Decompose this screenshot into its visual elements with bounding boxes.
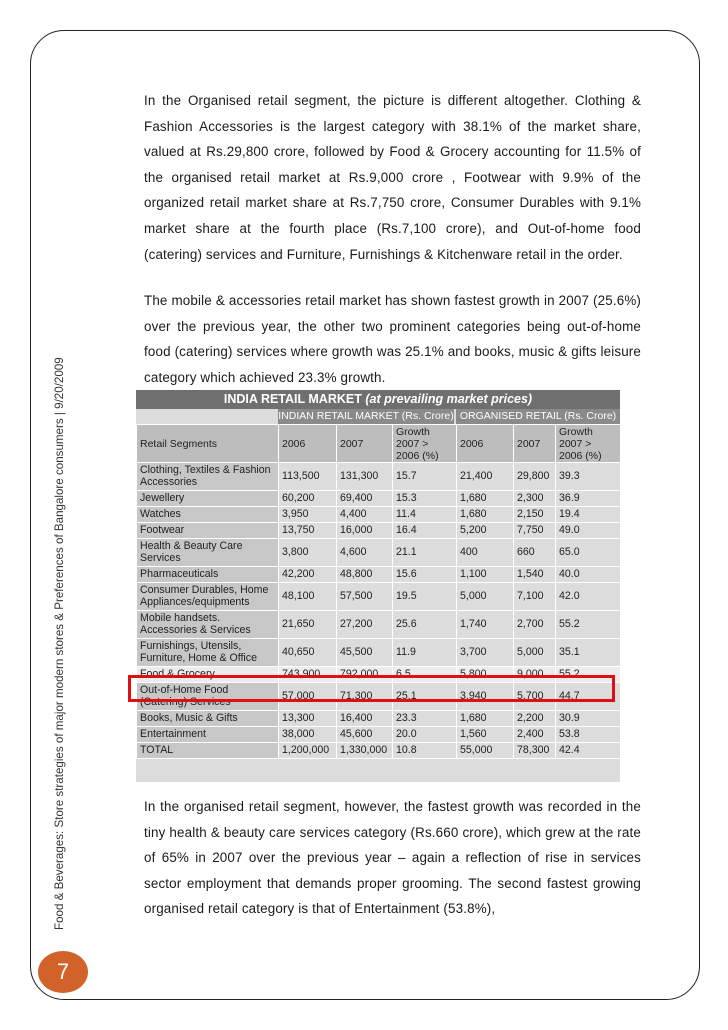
value-cell: 25.1 (393, 683, 457, 711)
value-cell: 19.5 (393, 583, 457, 611)
value-cell: 3,940 (457, 683, 514, 711)
value-cell: 55,000 (457, 743, 514, 759)
segment-cell: Furnishings, Utensils, Furniture, Home & Office (137, 639, 279, 667)
table-banner (136, 390, 620, 409)
value-cell: 5,000 (457, 583, 514, 611)
value-cell: 1,100 (457, 567, 514, 583)
segment-cell: Out-of-Home Food (Catering) Services (137, 683, 279, 711)
value-cell: 1,200,000 (279, 743, 337, 759)
value-cell: 27,200 (337, 611, 393, 639)
group-header-indian-retail: INDIAN RETAIL MARKET (Rs. Crore) (278, 410, 454, 422)
table-row (137, 743, 621, 759)
value-cell: 4,600 (337, 539, 393, 567)
value-cell: 19.4 (556, 507, 621, 523)
value-cell: 113,500 (279, 463, 337, 491)
column-header: 2007 (337, 425, 393, 463)
value-cell: 15.3 (393, 491, 457, 507)
column-header: Growth 2007 > 2006 (%) (556, 425, 621, 463)
value-cell: 30.9 (556, 711, 621, 727)
value-cell: 1,740 (457, 611, 514, 639)
value-cell: 78,300 (514, 743, 556, 759)
column-header: 2006 (279, 425, 337, 463)
value-cell: 9,000 (514, 667, 556, 683)
column-header: Growth 2007 > 2006 (%) (393, 425, 457, 463)
segment-cell: Entertainment (137, 727, 279, 743)
value-cell: 40.0 (556, 567, 621, 583)
value-cell: 2,300 (514, 491, 556, 507)
value-cell: 44.7 (556, 683, 621, 711)
value-cell: 1,680 (457, 491, 514, 507)
value-cell: 45,500 (337, 639, 393, 667)
column-header: Retail Segments (137, 425, 279, 463)
value-cell: 2,150 (514, 507, 556, 523)
segment-cell: Food & Grocery (137, 667, 279, 683)
value-cell: 21.1 (393, 539, 457, 567)
group-header-organised-retail: ORGANISED RETAIL (Rs. Crore) (456, 409, 620, 424)
value-cell: 13,750 (279, 523, 337, 539)
value-cell: 1,330,000 (337, 743, 393, 759)
value-cell: 45,600 (337, 727, 393, 743)
value-cell: 42.0 (556, 583, 621, 611)
food-grocery-highlight-box (128, 675, 615, 702)
value-cell: 7,750 (514, 523, 556, 539)
value-cell: 7,100 (514, 583, 556, 611)
value-cell: 40,650 (279, 639, 337, 667)
value-cell: 3,800 (279, 539, 337, 567)
value-cell: 3,700 (457, 639, 514, 667)
segment-cell: Clothing, Textiles & Fashion Accessories (137, 463, 279, 491)
table-row (137, 463, 621, 491)
value-cell: 48,800 (337, 567, 393, 583)
value-cell: 10.8 (393, 743, 457, 759)
paragraph-fastest-growth: In the organised retail segment, however, the fastest growth was recorded in the tiny health & beauty care services category (Rs.660 crore), which grew at the rate of 65% in 2007 over the previous year – again a reflection of rise in services sector employment that demands proper grooming. The second fastest growing organised retail category is that of Entertainment (53.8%), (144, 799, 641, 917)
segment-cell: Health & Beauty Care Services (137, 539, 279, 567)
value-cell: 16,400 (337, 711, 393, 727)
table-row (137, 567, 621, 583)
india-retail-market-table (136, 390, 620, 782)
value-cell: 5,800 (457, 667, 514, 683)
value-cell: 23.3 (393, 711, 457, 727)
table-row (137, 523, 621, 539)
table-title: INDIA RETAIL MARKET (223, 392, 362, 406)
value-cell: 1,680 (457, 507, 514, 523)
value-cell: 35.1 (556, 639, 621, 667)
value-cell: 36.9 (556, 491, 621, 507)
value-cell: 39.3 (556, 463, 621, 491)
value-cell: 6.5 (393, 667, 457, 683)
table-row (137, 711, 621, 727)
value-cell: 3,950 (279, 507, 337, 523)
value-cell: 2,700 (514, 611, 556, 639)
value-cell: 16,000 (337, 523, 393, 539)
value-cell: 1,680 (457, 711, 514, 727)
value-cell: 42,200 (279, 567, 337, 583)
value-cell: 49.0 (556, 523, 621, 539)
value-cell: 5,200 (457, 523, 514, 539)
value-cell: 2,400 (514, 727, 556, 743)
segment-cell: Mobile handsets. Accessories & Services (137, 611, 279, 639)
segment-cell: Consumer Durables, Home Appliances/equipments (137, 583, 279, 611)
table-row (137, 611, 621, 639)
value-cell: 71,300 (337, 683, 393, 711)
value-cell: 21,400 (457, 463, 514, 491)
value-cell: 53.8 (556, 727, 621, 743)
value-cell: 16.4 (393, 523, 457, 539)
column-header: 2007 (514, 425, 556, 463)
column-header: 2006 (457, 425, 514, 463)
value-cell: 57,500 (337, 583, 393, 611)
value-cell: 15.6 (393, 567, 457, 583)
segment-cell: Jewellery (137, 491, 279, 507)
value-cell: 60,200 (279, 491, 337, 507)
segment-cell: TOTAL (137, 743, 279, 759)
paragraph-mobile-growth: The mobile & accessories retail market has shown fastest growth in 2007 (25.6%) over the previous year, the other two prominent categories being out-of-home food (catering) services where growth was 25.1% and books, music & gifts leisure category which achieved 23.3% growth. (144, 293, 641, 385)
value-cell: 29,800 (514, 463, 556, 491)
value-cell: 20.0 (393, 727, 457, 743)
value-cell: 55.2 (556, 667, 621, 683)
value-cell: 660 (514, 539, 556, 567)
segment-cell: Footwear (137, 523, 279, 539)
value-cell: 15.7 (393, 463, 457, 491)
value-cell: 400 (457, 539, 514, 567)
table-row (137, 507, 621, 523)
value-cell: 25.6 (393, 611, 457, 639)
segment-cell: Watches (137, 507, 279, 523)
table-title-italic: (at prevailing market prices) (365, 392, 533, 406)
value-cell: 11.9 (393, 639, 457, 667)
value-cell: 5,700 (514, 683, 556, 711)
value-cell: 131,300 (337, 463, 393, 491)
value-cell: 38,000 (279, 727, 337, 743)
segment-cell: Pharmaceuticals (137, 567, 279, 583)
table-row (137, 583, 621, 611)
value-cell: 792,000 (337, 667, 393, 683)
value-cell: 4,400 (337, 507, 393, 523)
paragraph-organised-segment: In the Organised retail segment, the picture is different altogether. Clothing & Fashion Accessories is the largest category with 38.1% of the market share, valued at Rs.29,800 crore, followed by Food & Grocery accounting for 11.5% of the organised retail market at Rs.9,000 crore , Footwear with 9.9% of the organized retail market share at Rs.7,750 crore, Consumer Durables with 9.1% market share at the fourth place (Rs.7,100 crore), and Out-of-home food (catering) services and Furniture, Furnishings & Kitchenware retail in the order. (144, 93, 641, 262)
segment-cell: Books, Music & Gifts (137, 711, 279, 727)
value-cell: 42.4 (556, 743, 621, 759)
value-cell: 69,400 (337, 491, 393, 507)
table-row (137, 539, 621, 567)
retail-data-table (136, 424, 621, 759)
value-cell: 1,540 (514, 567, 556, 583)
value-cell: 5,000 (514, 639, 556, 667)
value-cell: 1,560 (457, 727, 514, 743)
value-cell: 2,200 (514, 711, 556, 727)
table-row (137, 727, 621, 743)
page-number-badge: 7 (38, 951, 88, 993)
value-cell: 743,900 (279, 667, 337, 683)
value-cell: 21,650 (279, 611, 337, 639)
value-cell: 11.4 (393, 507, 457, 523)
value-cell: 48,100 (279, 583, 337, 611)
value-cell: 13,300 (279, 711, 337, 727)
table-row (137, 639, 621, 667)
table-row (137, 491, 621, 507)
value-cell: 55.2 (556, 611, 621, 639)
side-caption: Food & Beverages: Store strategies of major modern stores & Preferences of Bangalore consumers | 9/20/2009 (53, 357, 66, 930)
value-cell: 65.0 (556, 539, 621, 567)
value-cell: 57,000 (279, 683, 337, 711)
